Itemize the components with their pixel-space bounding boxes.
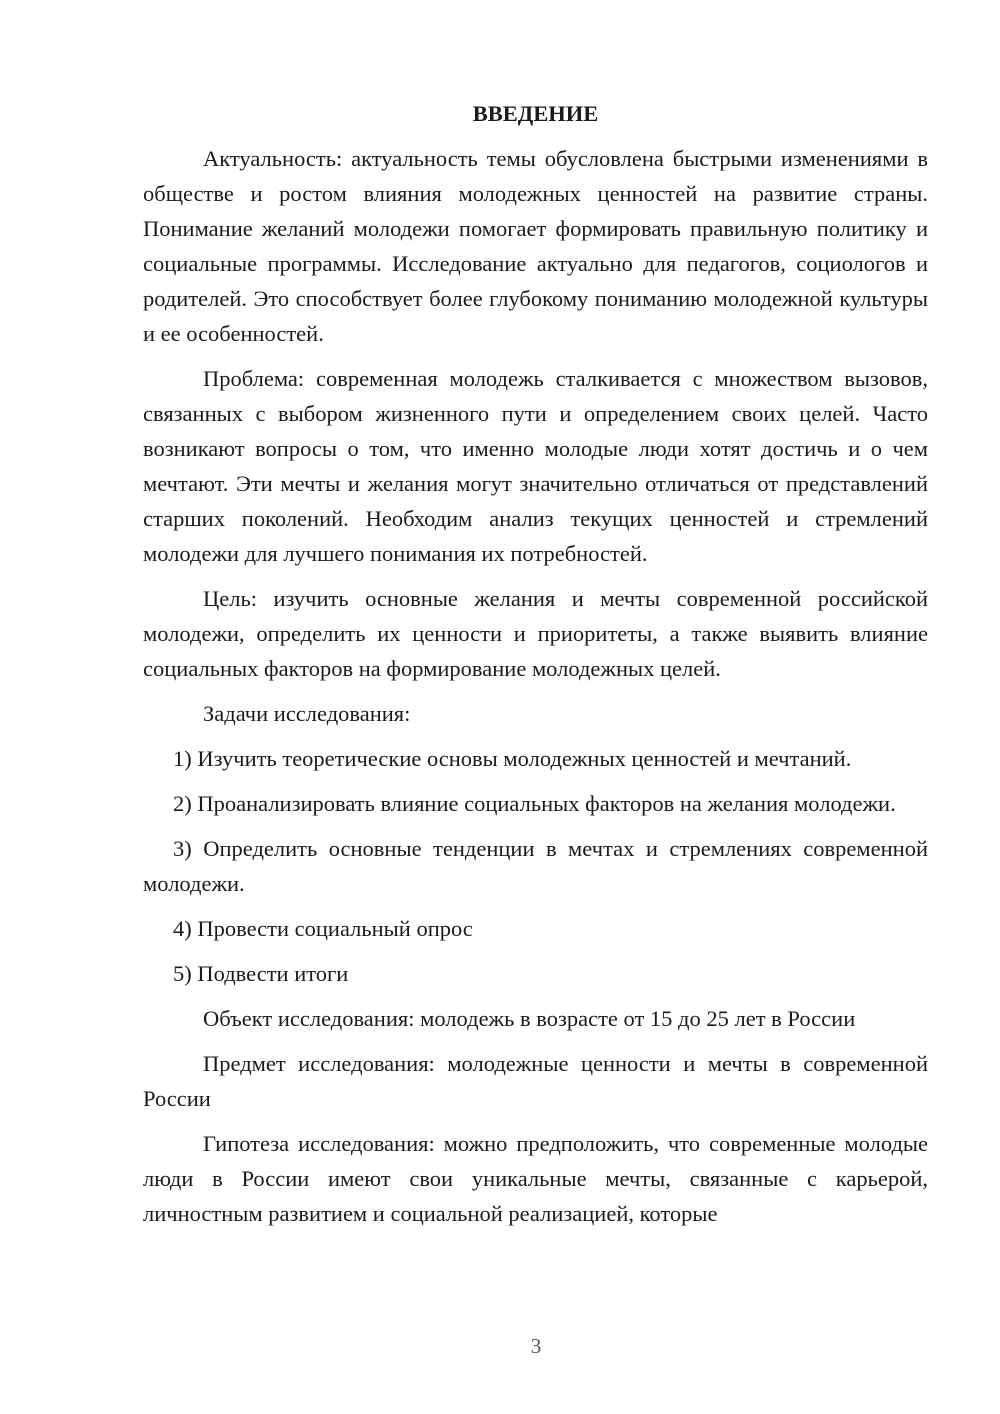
tasks-heading: Задачи исследования: <box>203 701 411 726</box>
hypothesis-paragraph: Гипотеза исследования: можно предположить, что современные молодые люди в России имеют свои уникальные мечты, связанные с карьерой, личностным развитием и социальной реализацией, которые <box>143 1131 928 1226</box>
goal-paragraph: Цель: изучить основные желания и мечты современной российской молодежи, определить их ценности и приоритеты, а также выявить влияние социальных факторов на формирование молодежных целей. <box>143 586 928 681</box>
page-number: 3 <box>530 1334 542 1358</box>
task-item-3: 3) Определить основные тенденции в мечтах и стремлениях современной молодежи. <box>143 836 928 896</box>
task-item-5: 5) Подвести итоги <box>173 961 349 986</box>
research-subject-paragraph: Предмет исследования: молодежные ценности и мечты в современной России <box>143 1051 928 1111</box>
task-item-2: 2) Проанализировать влияние социальных факторов на желания молодежи. <box>173 791 896 816</box>
research-object-paragraph: Объект исследования: молодежь в возрасте от 15 до 25 лет в России <box>203 1006 856 1031</box>
task-item-4: 4) Провести социальный опрос <box>173 916 473 941</box>
problem-paragraph: Проблема: современная молодежь сталкивается с множеством вызовов, связанных с выбором жизненного пути и определением своих целей. Часто возникают вопросы о том, что именно молодые люди хотят достичь и о чем мечтают. Эти мечты и желания могут значительно отличаться от представлений старших поколений. Необходим анализ текущих ценностей и стремлений молодежи для лучшего понимания их потребностей. <box>143 366 928 566</box>
task-item-1: 1) Изучить теоретические основы молодежных ценностей и мечтаний. <box>173 746 852 771</box>
page-content <box>143 96 928 1231</box>
relevance-paragraph: Актуальность: актуальность темы обусловлена быстрыми изменениями в обществе и ростом влияния молодежных ценностей на развитие страны. Понимание желаний молодежи помогает формировать правильную политику и социальные программы. Исследование актуально для педагогов, социологов и родителей. Это способствует более глубокому пониманию молодежной культуры и ее особенностей. <box>143 146 928 346</box>
page-title: ВВЕДЕНИЕ <box>472 101 599 126</box>
